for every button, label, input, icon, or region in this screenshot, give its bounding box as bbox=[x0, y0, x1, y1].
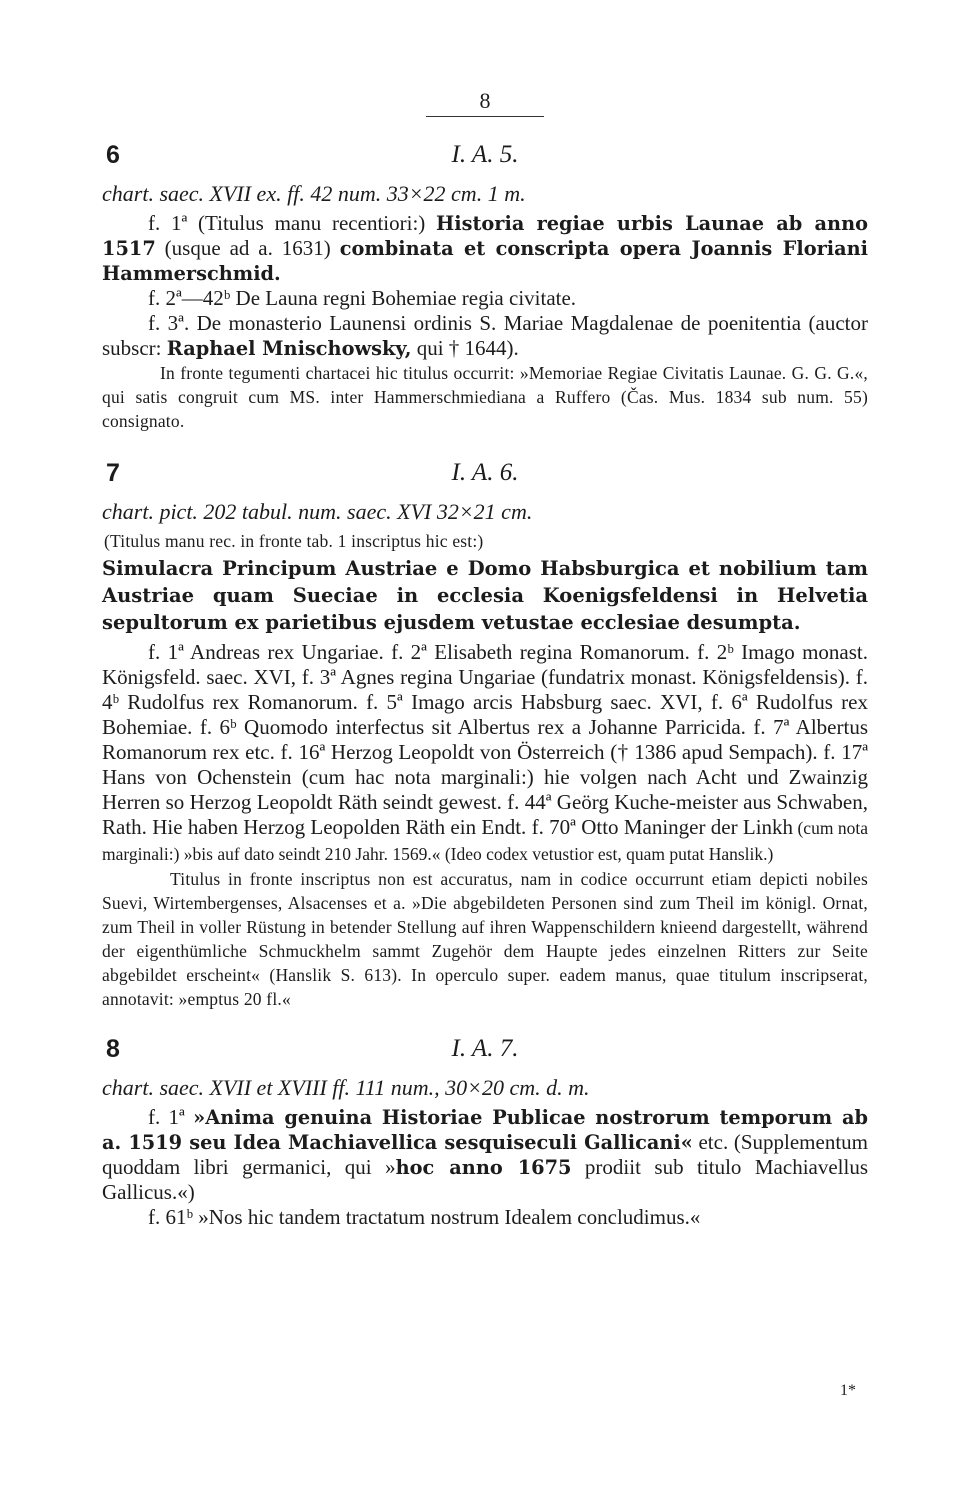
entry-heading bbox=[102, 1033, 868, 1067]
entry-paragraph: f. 2ª—42ᵇ De Launa regni Bohemiae regia civitate. bbox=[148, 286, 577, 310]
entry-signature: I. A. 7. bbox=[451, 1035, 519, 1062]
entry-paragraph: f. 1ª Andreas rex Ungariae. f. 2ª Elisabeth regina Romanorum. f. 2ᵇ Imago monast. Königsfeld. saec. XVI, f. 3ª Agnes regina Ungariae (fundatrix monast. Königsfeldensis). f. 4ᵇ Rudolfus rex Romanorum. f. 5ª Imago arcis Habsburg saec. XVI, f. 6ª Rudolfus rex Bohemiae. f. 6ᵇ Quomodo interfectus sit Albertus rex a Johanne Parricida. f. 7ª Albertus Romanorum rex etc. f. 16ª Herzog Leopoldt von Österreich († 1386 apud Sempach). f. 17ª Hans von Ochenstein (cum hac nota marginali:) hie volgen nach Acht und Zwainzig Herren so Herzog Leopoldt Räth seindt gewest. f. 44ª Geörg Kuche-meister aus Schwaben, Rath. Hie haben Herzog Leopolden Räth ein Endt. f. 70ª Otto Maninger der Linkh (cum nota marginali:) »bis auf dato seindt 210 Jahr. 1569.« (Ideo codex vetustior est, quam putat Hanslik.) bbox=[102, 640, 868, 864]
entry-description: chart. saec. XVII ex. ff. 42 num. 33×22 cm. 1 m. bbox=[102, 181, 526, 206]
entry-intro: (Titulus manu rec. in fronte tab. 1 inscriptus hic est:) bbox=[104, 531, 484, 551]
entry-signature: I. A. 5. bbox=[451, 141, 519, 168]
entry-heading bbox=[102, 457, 868, 491]
entry-number: 6 bbox=[106, 141, 120, 169]
entry-note: In fronte tegumenti chartacei hic titulus occurrit: »Memoriae Regiae Civitatis Launae. G. G. G.«, qui satis congruit cum MS. inter Hammerschmiediana a Ruffero (Čas. Mus. 1834 sub num. 55) consignato. bbox=[102, 363, 868, 431]
entry-signature: I. A. 6. bbox=[451, 459, 519, 486]
entry-description: chart. saec. XVII et XVIII ff. 111 num., 30×20 cm. d. m. bbox=[102, 1075, 590, 1100]
entry-paragraph: f. 3ª. De monasterio Launensi ordinis S. Mariae Magdalenae de poenitentia (auctor subscr: Raphael Mnischowsky, qui † 1644). bbox=[102, 311, 868, 360]
entry-number: 8 bbox=[106, 1035, 120, 1063]
entry-title: Simulacra Principum Austriae e Domo Habsburgica et nobilium tam Austriae quam Sueciae in ecclesia Koenigsfeldensi in Helvetia sepultorum ex parietibus ejusdem vetustae ecclesiae desumpta. bbox=[102, 557, 868, 634]
page-number-rule bbox=[426, 116, 544, 117]
entry-description: chart. pict. 202 tabul. num. saec. XVI 32×21 cm. bbox=[102, 499, 533, 524]
entry-note: Titulus in fronte inscriptus non est accuratus, nam in codice occurrunt etiam depicti nobiles Suevi, Wirtembergenses, Alsacenses et a. »Die abgebildeten Personen sind zum Theil im königl. Ornat, zum Theil in voller Rüstung in betender Stellung auf ihren Wappenschildern knieend dargestellt, während der eigenthümliche Schmuckhelm sammt Zugehör dem Haupte jedes einzelnen Ritters zur Seite abgebildet erscheint« (Hanslik S. 613). In operculo super. eadem manus, quae titulum inscripserat, annotavit: »emptus 20 fl.« bbox=[102, 869, 868, 1009]
entry-paragraph: f. 1ª »Anima genuina Historiae Publicae nostrorum temporum ab a. 1519 seu Idea Machiavellica sesquiseculi Gallicani« etc. (Supplementum quoddam libri germanici, qui »hoc anno 1675 prodiit sub titulo Machiavellus Gallicus.«) bbox=[102, 1105, 869, 1204]
signature-mark: 1* bbox=[840, 1382, 856, 1399]
entry-heading bbox=[102, 139, 868, 173]
entry-number: 7 bbox=[106, 459, 120, 487]
document-page bbox=[102, 88, 868, 1230]
page-number: 8 bbox=[479, 88, 491, 113]
entry-paragraph: f. 61ᵇ »Nos hic tandem tractatum nostrum Idealem concludimus.« bbox=[148, 1205, 701, 1229]
entry-paragraph: f. 1ª (Titulus manu recentiori:) Historia regiae urbis Launae ab anno 1517 (usque ad a. 1631) combinata et conscripta opera Joannis Floriani Hammerschmid. bbox=[102, 211, 869, 285]
